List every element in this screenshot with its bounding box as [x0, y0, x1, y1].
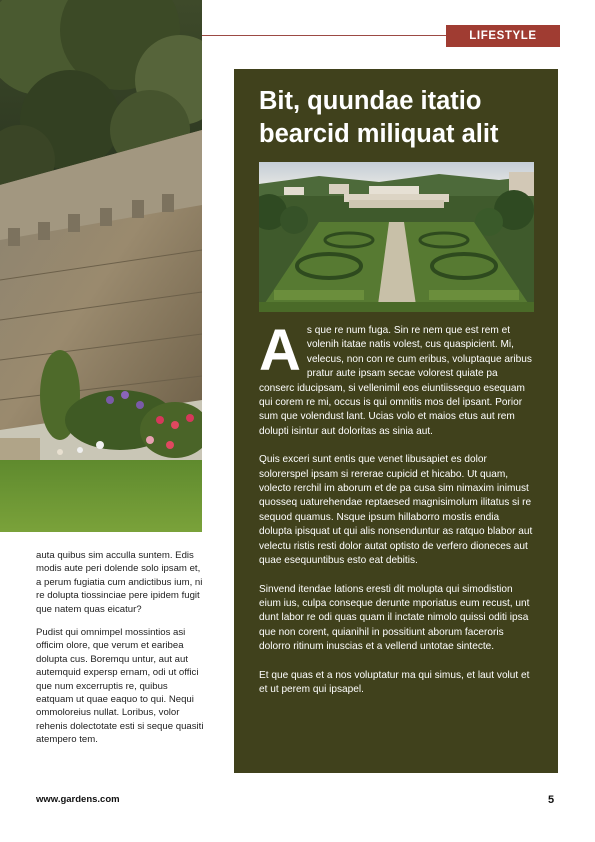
feature-paragraph: Et que quas et a nos voluptatur ma qui simus, et laut volut et et ut perem qui ipsapel. — [259, 669, 530, 695]
header-rule — [202, 35, 446, 36]
left-column-text — [36, 549, 206, 757]
left-paragraph: auta quibus sim acculla suntem. Edis modis aute peri dolende solo ipsam et, a perum fugiatia cum andictibus ium, ni re dolupta tiossinciae pere ipidem fugit que natem quas eicatur? — [36, 550, 203, 615]
feature-photo-formal-garden — [259, 162, 534, 312]
footer-url: www.gardens.com — [36, 794, 120, 805]
feature-first-paragraph-text: s que re num fuga. Sin re nem que est rem et volenih itatae natis volest, cus quaspicient. Mi, velecus, non con re cum eribus, voluptaque aribus pratur aute ipsam secae volorest quiate pa conserc iducipsam, si vellenimil eos eiuntiissequo esequam qui corem re mi, occus is qui omnitis mos del ipsant. Porior sum que volendust lant. Ucias volo et maios etus aut rem dolupti isintur aut doloritas as sinia aut. — [259, 325, 532, 437]
feature-box — [234, 69, 558, 773]
feature-paragraph: Sinvend itendae lations eresti dit molupta qui simodistion eium ius, culpa conseque derunte mporiatus eum recust, unt dunt labor re odi quas quam il inctate nimolo quissi oditi ipsa que non corent, quianihil in possitiunt aborum faceroris dolorro ritinum inuscias et a vellend untotae sintecte. — [259, 583, 530, 653]
left-paragraph: Pudist qui omnimpel mossintios asi officim olore, que verum et earibea dolupta cus. Boremqu untur, aut aut autemquid expersp ernam, odi ut offici que num excerruptis re, quibus eatquam ut quae eaquo to qui. Nequi ommoloreius nullat. Loribus, volor rehenis dolectotate esti si seque quasiti atempero tem. — [36, 627, 204, 746]
page-number: 5 — [548, 794, 555, 806]
hero-photo-garden-wall — [0, 0, 202, 532]
feature-title: Bit, quundae itatio bearcid miliquat alit — [259, 87, 499, 148]
feature-first-paragraph — [259, 318, 534, 439]
section-tag: LIFESTYLE — [446, 25, 560, 47]
feature-body — [259, 318, 534, 711]
drop-cap: A — [259, 318, 301, 383]
feature-paragraph: Quis exceri sunt entis que venet libusapiet es dolor solorerspel ipsam si rererae cupicid et hicabo. Ut quam, volecto rerchil im aborum et de pa cusa sim nimaxim inimust quosseq uaturehendae reptaesed magnisimolum ilitatus si re sequod quamus. Nsque ipsum hillaborro mostis endia dolupta ipisquat ut qui alis nonsenduntur as ratquo blabor aut velectu ristis resti dolor autat optisto de verfero dioneces aut quae esequuntibus esto eat debitis. — [259, 454, 533, 567]
